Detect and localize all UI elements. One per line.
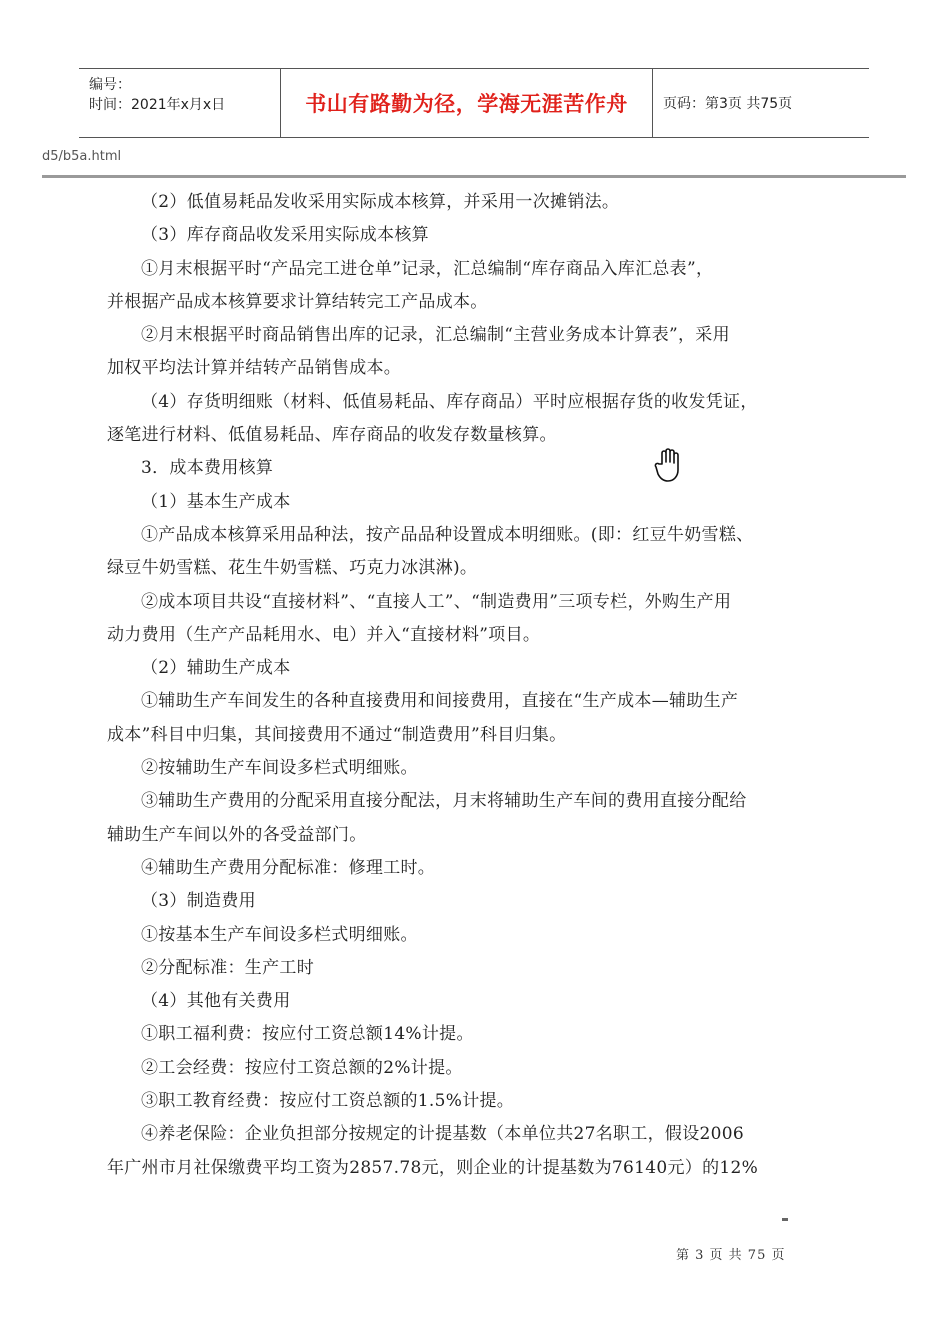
- text-line: ②分配标准：生产工时: [141, 957, 314, 978]
- text-line: 逐笔进行材料、低值易耗品、库存商品的收发存数量核算。: [107, 425, 557, 446]
- text-line: ②月末根据平时商品销售出库的记录，汇总编制“主营业务成本计算表”，采用: [141, 325, 730, 346]
- text-line: ③职工教育经费：按应付工资总额的1.5%计提。: [141, 1091, 515, 1112]
- text-line: （3）制造费用: [141, 891, 256, 912]
- text-line: ①月末根据平时“产品完工进仓单”记录，汇总编制“库存商品入库汇总表”，: [141, 258, 714, 279]
- text-line: ③辅助生产费用的分配采用直接分配法，月末将辅助生产车间的费用直接分配给: [141, 791, 747, 812]
- text-line: ①产品成本核算采用品种法，按产品品种设置成本明细账。(即：红豆牛奶雪糕、: [141, 524, 754, 545]
- text-line: （4）其他有关费用: [141, 991, 291, 1012]
- text-line: （1）基本生产成本: [141, 491, 291, 512]
- text-line: ②成本项目共设“直接材料”、“直接人工”、“制造费用”三项专栏，外购生产用: [141, 591, 732, 612]
- text-line: 成本”科目中归集，其间接费用不通过“制造费用”科目归集。: [107, 724, 567, 745]
- text-line: 加权平均法计算并结转产品销售成本。: [107, 358, 402, 379]
- text-line: （4）存货明细账（材料、低值易耗品、库存商品）平时应根据存货的收发凭证，: [141, 391, 758, 412]
- header-meta: [79, 69, 281, 137]
- page-footer: 第 3 页 共 75 页: [676, 1248, 786, 1263]
- text-line: 并根据产品成本核算要求计算结转完工产品成本。: [107, 291, 488, 312]
- text-line: 动力费用（生产产品耗用水、电）并入“直接材料”项目。: [107, 624, 541, 645]
- text-line: ④辅助生产费用分配标准：修理工时。: [141, 857, 436, 878]
- text-line: ①按基本生产车间设多栏式明细账。: [141, 924, 418, 945]
- header-page-info: 页码：第3页 共75页: [663, 96, 793, 112]
- text-line: 绿豆牛奶雪糕、花生牛奶雪糕、巧克力冰淇淋)。: [107, 558, 478, 579]
- text-line: （2）低值易耗品发收采用实际成本核算，并采用一次摊销法。: [141, 192, 620, 212]
- hand-cursor-icon: [653, 448, 683, 484]
- text-line: 3．成本费用核算: [141, 458, 274, 479]
- time-label: 时间：2021年x月x日: [89, 97, 226, 113]
- scanned-url-strip: [42, 148, 906, 178]
- text-line: ①职工福利费：按应付工资总额14%计提。: [141, 1024, 474, 1045]
- text-line: ②工会经费：按应付工资总额的2%计提。: [141, 1057, 463, 1078]
- text-line: 年广州市月社保缴费平均工资为2857.78元，则企业的计提基数为76140元）的12%: [107, 1157, 759, 1178]
- number-label: 编号：: [89, 77, 131, 93]
- text-line: ②按辅助生产车间设多栏式明细账。: [141, 758, 418, 779]
- url-fragment: d5/b5a.html: [42, 149, 122, 164]
- text-line: 辅助生产车间以外的各受益部门。: [107, 824, 367, 845]
- text-line: ④养老保险：企业负担部分按规定的计提基数（本单位共27名职工，假设2006: [141, 1124, 744, 1145]
- text-line: （3）库存商品收发采用实际成本核算: [141, 225, 429, 246]
- text-line: （2）辅助生产成本: [141, 658, 291, 679]
- scan-speck: [782, 1218, 788, 1221]
- header-motto: 书山有路勤为径，学海无涯苦作舟: [281, 69, 653, 137]
- document-body: [107, 186, 797, 1185]
- text-line: ①辅助生产车间发生的各种直接费用和间接费用，直接在“生产成本—辅助生产: [141, 691, 739, 712]
- page-header: [79, 68, 869, 138]
- divider-rule: [42, 175, 906, 178]
